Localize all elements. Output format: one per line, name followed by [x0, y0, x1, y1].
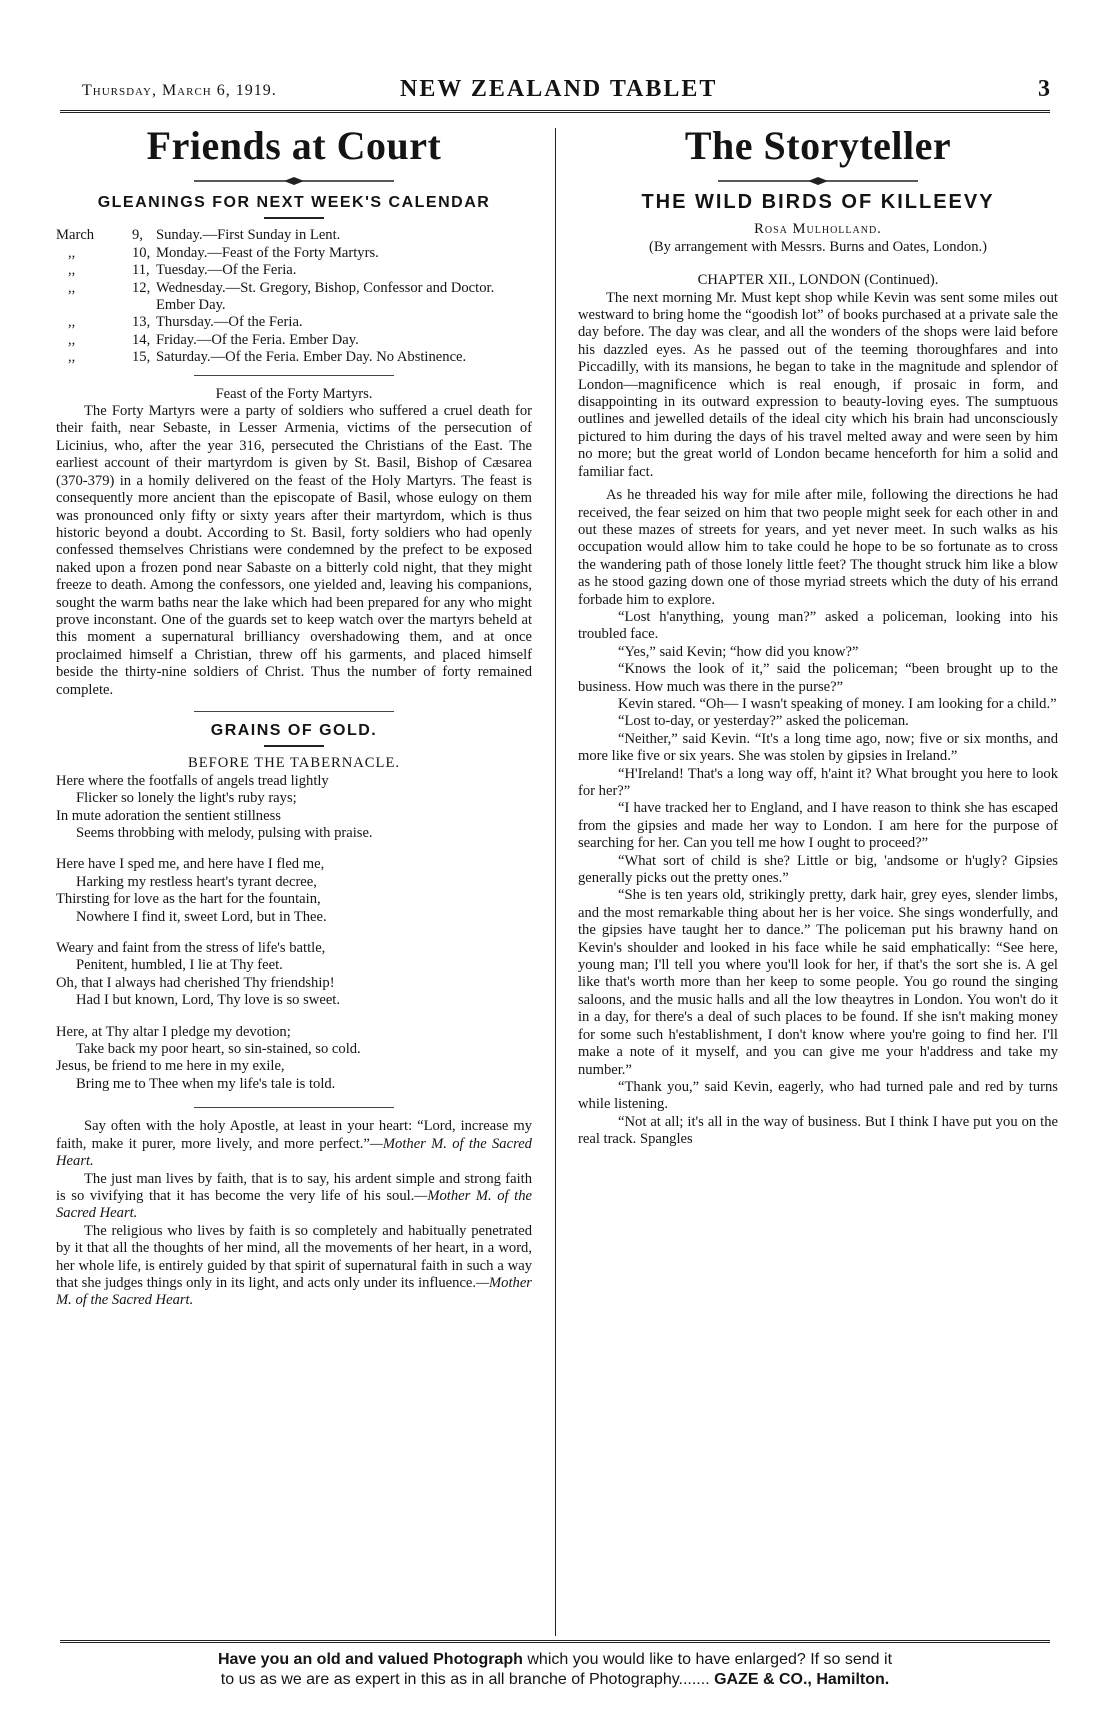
story-paragraph: The next morning Mr. Must kept shop while Kevin was sent some miles out westward to bring home the “goodish lot” of books purchased at a private sale the day before. The day was clear, and all the wonders of the shops were laid before his dazzled eyes. As he passed out of the teeming thoroughfares and into Piccadilly, with its mansions, he began to take in the magnitude and splendor of London—magnificence which is real enough, if prosaic in form, and disappointing in its outward expression to beauty-loving eyes. The sumptuous outlines and jewelled details of the ideal city which his brain had unconsciously pictured to him during the days of his travel melted away and were seen by him no more; but the great world of London became henceforth for him a solid and familiar fact. [578, 289, 1058, 480]
story-paragraph: “Thank you,” said Kevin, eagerly, who had turned pale and red by turns while listening. [578, 1078, 1058, 1113]
calendar-ditto: ,, [68, 349, 76, 366]
calendar-text: Wednesday.—St. Gregory, Bishop, Confessor and Doctor. Ember Day. [156, 279, 495, 314]
calendar-month: March [56, 227, 95, 244]
calendar-day: 9, [132, 227, 143, 244]
left-column [56, 120, 532, 1310]
poem-line: Flicker so lonely the light's ruby rays; [76, 790, 297, 807]
poem-line: In mute adoration the sentient stillness [56, 807, 281, 824]
section-title-storyteller: The Storyteller [684, 123, 952, 168]
ad-text: which you would like to have enlarged? If so send it [527, 1651, 893, 1668]
ornament-rule-icon [718, 176, 918, 186]
poem-line: Jesus, be friend to me here in my exile, [56, 1058, 285, 1075]
calendar-day: 15, [132, 349, 151, 366]
faith-paragraph [56, 1171, 532, 1223]
ad-line-1 [60, 1650, 1050, 1670]
ornament-rule-icon [234, 741, 354, 751]
calendar-entry [56, 314, 532, 331]
calendar-ditto: ,, [68, 314, 76, 331]
separator-line [194, 375, 394, 376]
story-paragraph: “Lost h'anything, young man?” asked a policeman, looking into his troubled face. [578, 608, 1058, 643]
chapter-heading: CHAPTER XII., LONDON (Continued). [697, 272, 939, 289]
story-paragraph: “H'Ireland! That's a long way off, h'aint it? What brought you here to look for her?” [578, 765, 1058, 799]
ad-bold-text: Have you an old and valued Photograph [217, 1651, 523, 1668]
calendar-list [56, 227, 532, 366]
story-paragraph: “Neither,” said Kevin. “It's a long time ago, now; five or six months, and more like five or six years. She was stolen by gipsies in Ireland.” [578, 730, 1058, 765]
story-paragraph: “Lost to-day, or yesterday?” asked the policeman. [618, 713, 909, 730]
poem-line: Take back my poor heart, so sin-stained, so cold. [76, 1041, 361, 1058]
attribution: —Mother M. of the Sacred Heart. [56, 1274, 532, 1309]
poem-line: Here have I sped me, and here have I fled me, [56, 856, 325, 873]
poem-stanza [56, 856, 532, 926]
story-paragraph: “I have tracked her to England, and I have reason to think she has escaped from the gipsies and made her way to London. I am here for the purpose of searching for her. Can you tell me how I ought to proceed?” [578, 800, 1058, 852]
separator-line [194, 711, 394, 712]
page-number: 3 [1038, 76, 1050, 102]
feast-paragraph: The Forty Martyrs were a party of soldiers who suffered a cruel death for their faith, near Sebaste, in Lesser Armenia, victims of the persecution of Licinius, who, after the year 316, persecuted the Christians of the East. The earliest account of their martyrdom is given by St. Basil, Bishop of Cæsarea (370-379) in a homily delivered on the feast of the Holy Martyrs. The feast is consequently more ancient than the episcopate of Basil, whose eulogy on them was pronounced only fifty or sixty years after their martyrdom, which is thus historic beyond a doubt. According to St. Basil, forty soldiers who had openly confessed themselves Christians were condemned by the prefect to be exposed naked upon a frozen pond near Sabaste on a bitterly cold night, that they might freeze to death. Among the confessors, one yielded and, leaving his companions, sought the warm baths near the lake which had been prepared for any who might prove inconstant. One of the guards set to keep watch over the martyrs beheld at this moment a supernatural brilliancy overshadowing them, and at once proclaimed himself a Christian, threw off his garments, and placed himself beside the thirty-nine soldiers of Christ. Thus the number of forty remained complete. [56, 403, 532, 698]
story-paragraph: “Not at all; it's all in the way of business. But I think I have put you on the real track. Spangles [578, 1113, 1058, 1148]
ad-bold-text: GAZE & CO., Hamilton. [714, 1671, 890, 1688]
story-paragraph: “She is ten years old, strikingly pretty, dark hair, grey eyes, slender limbs, and the most remarkable thing about her is her voice. She sings wonderfully, and the gipsies have taught her to dance.” The policeman put his brawny hand on Kevin's shoulder and looked in his face while he said emphatically: “See here, young man; I'll tell you where you'll look for her, if that's the sort she is. A gel like that's worth more than her keep to some people. You go round the singing saloons, and the music halls and all the low theaytres in London. You won't do it in a day, for there's a deal of such places to be found. If she isn't making money for some such h'establishment, I don't know where you're going to find her. I'll make a note of it myself, and you can give me your h'address and take my number.” [578, 887, 1058, 1078]
calendar-entry [56, 332, 532, 349]
calendar-text: Saturday.—Of the Feria. Ember Day. No Abstinence. [156, 349, 467, 366]
story-paragraph: Kevin stared. “Oh— I wasn't speaking of money. I am looking for a child.” [618, 695, 1057, 712]
calendar-heading: GLEANINGS FOR NEXT WEEK'S CALENDAR [97, 194, 491, 211]
arrangement-note: (By arrangement with Messrs. Burns and Oates, London.) [648, 238, 988, 255]
calendar-text: Friday.—Of the Feria. Ember Day. [156, 331, 359, 348]
ornament-rule-icon [234, 213, 354, 223]
calendar-ditto: ,, [68, 331, 76, 348]
poem-line: Oh, that I always had cherished Thy friendship! [56, 974, 335, 991]
ad-text: to us as we are as expert in this as in all branche of Photography....... [220, 1671, 710, 1688]
right-column [578, 120, 1058, 1149]
calendar-ditto: ,, [68, 262, 76, 279]
story-paragraph: “Yes,” said Kevin; “how did you know?” [618, 643, 859, 660]
story-author: Rosa Mulholland. [754, 221, 882, 238]
calendar-day: 14, [132, 331, 151, 348]
calendar-day: 11, [132, 262, 150, 279]
ad-line-2 [60, 1670, 1050, 1690]
poem-line: Here where the footfalls of angels tread lightly [56, 772, 329, 789]
poem-line: Had I but known, Lord, Thy love is so sweet. [76, 992, 341, 1009]
story-paragraph: “Knows the look of it,” said the policeman; “been brought up to the business. How much was there in the purse?” [578, 661, 1058, 695]
calendar-text: Monday.—Feast of the Forty Martyrs. [156, 244, 379, 261]
faith-text: The just man lives by faith, that is to say, his ardent simple and strong faith is so vivifying that it has become the very life of his soul. [56, 1170, 532, 1204]
poem-line: Penitent, humbled, I lie at Thy feet. [76, 957, 283, 974]
faith-text: The religious who lives by faith is so completely and habitually penetrated by it that all the thoughts of her mind, all the movements of her heart, in a word, her whole life, is entirely guided by that spirit of supernatural faith in such a way that she judges things only in its light, and acts only under its influence. [56, 1222, 532, 1291]
calendar-entry [56, 262, 532, 279]
calendar-day: 10, [132, 244, 151, 261]
header-rule [60, 110, 1050, 113]
poem-line: Seems throbbing with melody, pulsing with praise. [76, 825, 373, 841]
poem-line: Weary and faint from the stress of life's battle, [56, 940, 326, 957]
footer-rule [60, 1640, 1050, 1643]
grains-heading: GRAINS OF GOLD. [210, 721, 378, 739]
calendar-ditto: ,, [68, 244, 76, 261]
ornament-rule-icon [194, 176, 394, 186]
story-title: THE WILD BIRDS OF KILLEEVY [641, 191, 995, 213]
poem-stanza [56, 773, 532, 843]
column-divider [555, 128, 556, 1636]
feast-title: Feast of the Forty Martyrs. [215, 385, 373, 402]
calendar-text: Thursday.—Of the Feria. [156, 314, 303, 331]
attribution: —Mother M. of the Sacred Heart. [56, 1187, 532, 1222]
poem-line: Nowhere I find it, sweet Lord, but in Thee. [76, 908, 327, 925]
poem-line: Harking my restless heart's tyrant decree, [76, 873, 317, 890]
calendar-entry [56, 227, 532, 244]
calendar-ditto: ,, [68, 279, 76, 296]
masthead: NEW ZEALAND TABLET [400, 76, 718, 102]
calendar-entry [56, 245, 532, 262]
attribution: —Mother M. of the Sacred Heart. [56, 1135, 532, 1170]
poem-title: BEFORE THE TABERNACLE. [187, 755, 401, 772]
calendar-entry [56, 280, 532, 315]
story-paragraph: As he threaded his way for mile after mile, following the directions he had received, the fear seized on him that two people might seek for each other in and out these mazes of streets for years, and yet never meet. In such walks as his occupation would allow him to take could he hope to be so fortunate as to cross the wandering path of those lonely little feet? The thought struck him like a blow as he stood gazing down one of those myriad streets which the duty of his errand forbade him to explore. [578, 487, 1058, 608]
page-header [60, 76, 1050, 110]
calendar-text: Sunday.—First Sunday in Lent. [156, 227, 341, 244]
advertisement-footer [60, 1650, 1050, 1690]
faith-paragraph [56, 1223, 532, 1310]
faith-text: Say often with the holy Apostle, at least in your heart: “Lord, increase my faith, make it purer, more lively, and more perfect.” [56, 1118, 532, 1152]
calendar-text: Tuesday.—Of the Feria. [156, 262, 297, 279]
calendar-entry [56, 349, 532, 366]
faith-paragraph [56, 1118, 532, 1170]
poem [56, 773, 532, 1094]
separator-line [194, 1107, 394, 1108]
calendar-day: 13, [132, 314, 151, 331]
calendar-day: 12, [132, 279, 151, 296]
poem-line: Bring me to Thee when my life's tale is told. [76, 1075, 336, 1092]
poem-line: Thirsting for love as the hart for the fountain, [56, 891, 321, 908]
section-title-friends-at-court: Friends at Court [146, 123, 442, 168]
poem-line: Here, at Thy altar I pledge my devotion; [56, 1023, 291, 1040]
poem-stanza [56, 940, 532, 1010]
issue-date: Thursday, March 6, 1919. [82, 82, 277, 99]
story-paragraph: “What sort of child is she? Little or big, 'andsome or h'ugly? Gipsies generally picks out the pretty ones.” [578, 852, 1058, 887]
poem-stanza [56, 1024, 532, 1094]
